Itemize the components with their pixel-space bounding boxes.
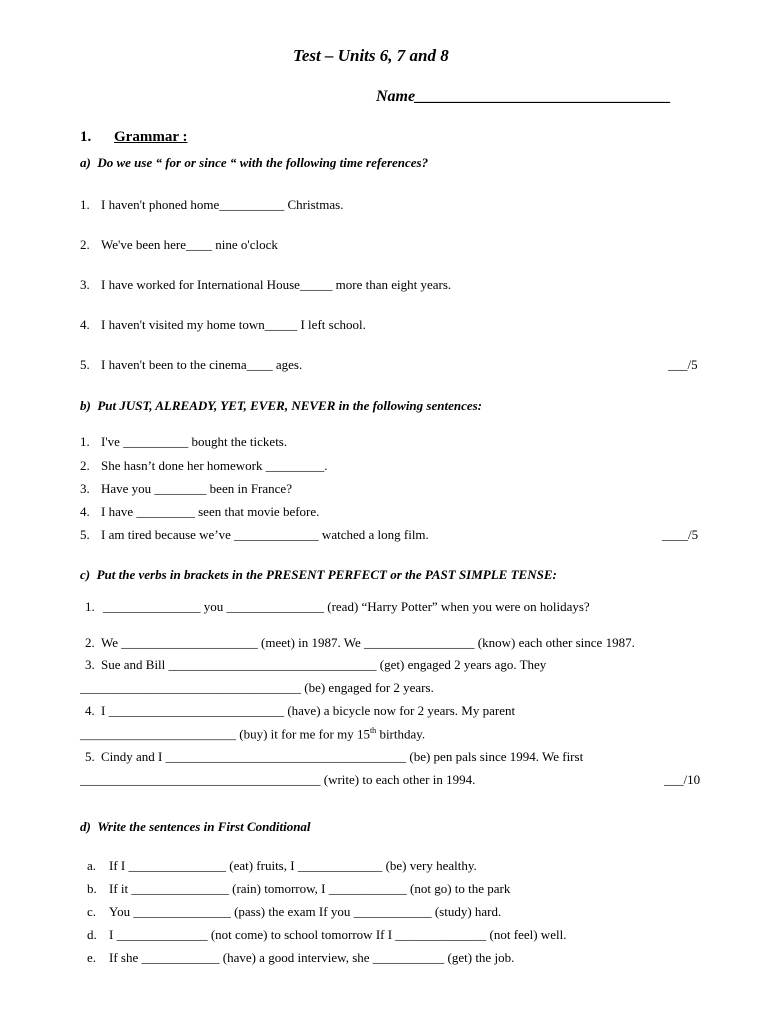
list-item-number: e. [87, 950, 97, 965]
list-item-number: a. [87, 858, 97, 873]
list-item-text: Have you ________ been in France? [101, 481, 292, 496]
list-item-text: I have worked for International House_____ more than eight years. [101, 277, 452, 292]
section-heading: Grammar : [114, 129, 188, 145]
line-text: ________________________ (buy) it for me for my 15 [80, 726, 370, 742]
list-item-text: _______________ you _______________ (read) “Harry Potter” when you were on holidays? [103, 599, 590, 614]
list-item-text: We _____________________ (meet) in 1987. We _________________ (know) each other since 1987. [101, 635, 635, 650]
list-item-number: 1. [80, 434, 90, 449]
list-item-text: She hasn’t done her homework _________. [101, 458, 328, 473]
list-item-number: 1. [80, 197, 90, 212]
list-item-number: 4. [80, 504, 90, 519]
list-item-number: 2. [85, 635, 95, 650]
list-item-text: I am tired because we’ve _____________ watched a long film. [101, 527, 429, 542]
superscript: th [369, 726, 377, 735]
part-a-score: ___/5 [668, 357, 698, 372]
list-item-number: c. [87, 904, 97, 919]
list-item-number: 4. [80, 317, 90, 332]
list-item-number: 3. [85, 657, 95, 672]
list-item-number: 4. [85, 703, 95, 718]
list-item-number: 1. [85, 599, 95, 614]
list-item-text: I ______________ (not come) to school tomorrow If I ______________ (not feel) well. [109, 927, 567, 942]
part-b-score: ____/5 [662, 527, 699, 542]
name-label: Name [376, 88, 416, 105]
list-item-text: I have _________ seen that movie before. [101, 504, 320, 519]
part-b-heading: b) Put JUST, ALREADY, YET, EVER, NEVER in the following sentences: [80, 398, 483, 413]
list-item-number: 5. [80, 527, 90, 542]
list-item-number: 5. [80, 357, 90, 372]
list-item-number: 3. [80, 481, 90, 496]
section-number: 1. [80, 129, 92, 145]
list-item-text: Sue and Bill ________________________________ (get) engaged 2 years ago. They [101, 657, 547, 672]
list-item-text: If it _______________ (rain) tomorrow, I ____________ (not go) to the park [109, 881, 511, 896]
list-item-text: If I _______________ (eat) fruits, I _____________ (be) very healthy. [109, 858, 477, 873]
part-c-heading: c) Put the verbs in brackets in the PRESENT PERFECT or the PAST SIMPLE TENSE: [80, 567, 557, 582]
line-text-after: birthday. [376, 726, 426, 742]
list-item-text: _____________________________________ (write) to each other in 1994. [80, 772, 476, 787]
part-a-heading: a) Do we use “ for or since “ with the following time references? [80, 155, 429, 170]
list-item-number: 3. [80, 277, 90, 292]
list-item-text: I ___________________________ (have) a bicycle now for 2 years. My parent [101, 703, 516, 718]
page-title: Test – Units 6, 7 and 8 [293, 46, 449, 65]
list-item-text: __________________________________ (be) engaged for 2 years. [80, 680, 434, 695]
name-line: ________________________________ [415, 88, 672, 105]
list-item-number: d. [87, 927, 97, 942]
name-field [376, 89, 671, 105]
list-item-text [80, 727, 425, 740]
list-item-text: I haven't visited my home town_____ I left school. [101, 317, 366, 332]
list-item-text: If she ____________ (have) a good interview, she ___________ (get) the job. [109, 950, 515, 965]
list-item-text: We've been here____ nine o'clock [101, 237, 278, 252]
list-item-text: You _______________ (pass) the exam If you ____________ (study) hard. [109, 904, 502, 919]
list-item-text: Cindy and I _____________________________________ (be) pen pals since 1994. We first [101, 749, 584, 764]
list-item-number: 2. [80, 458, 90, 473]
part-d-heading: d) Write the sentences in First Conditional [80, 819, 311, 834]
list-item-number: b. [87, 881, 97, 896]
list-item-text: I haven't been to the cinema____ ages. [101, 357, 303, 372]
part-c-score: ___/10 [664, 772, 701, 787]
list-item-number: 5. [85, 749, 95, 764]
list-item-text: I haven't phoned home__________ Christmas. [101, 197, 344, 212]
list-item-number: 2. [80, 237, 90, 252]
list-item-text: I've __________ bought the tickets. [101, 434, 288, 449]
